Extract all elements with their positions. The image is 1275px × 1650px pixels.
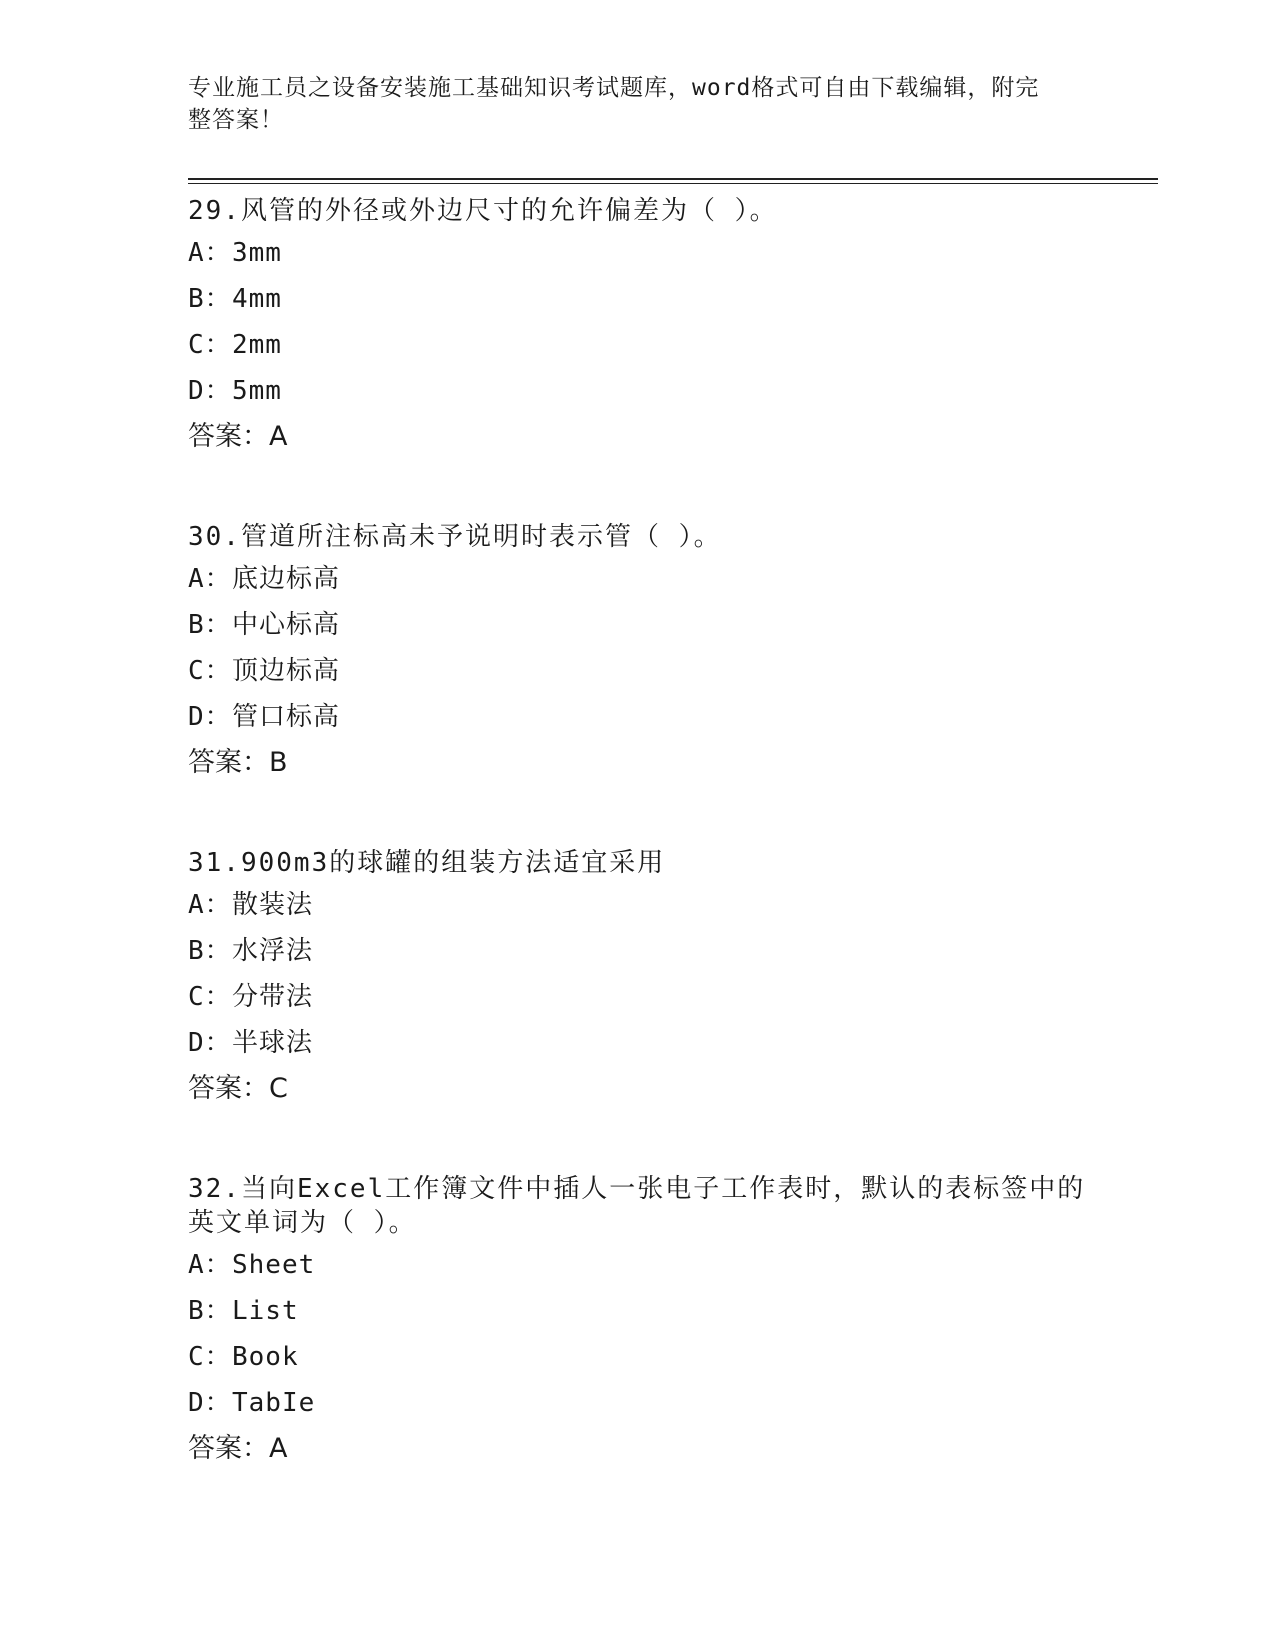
option-b [188, 934, 1088, 980]
question-title: 30.管道所注标高未予说明时表示管（ ）。 [188, 522, 722, 552]
header-divider-thin [188, 183, 1158, 184]
option-text: Sheet [232, 1250, 316, 1280]
document-header [188, 72, 1078, 136]
option-a [188, 888, 1088, 934]
option-text: List [232, 1296, 299, 1326]
option-key: D： [188, 1028, 232, 1058]
option-text: 5mm [232, 376, 282, 406]
question-30 [188, 516, 1088, 786]
option-text: 水浮法 [232, 936, 314, 966]
answer: 答案：A [188, 421, 288, 452]
question-list [188, 190, 1088, 1528]
option-b [188, 608, 1088, 654]
option-text: 顶边标高 [232, 656, 341, 686]
option-key: C： [188, 330, 232, 360]
option-c [188, 980, 1088, 1026]
question-31 [188, 842, 1088, 1112]
header-divider-thick [188, 178, 1158, 180]
option-b [188, 282, 1088, 328]
option-text: 管口标高 [232, 702, 341, 732]
option-key: C： [188, 656, 232, 686]
option-key: D： [188, 376, 232, 406]
option-text: 2mm [232, 330, 282, 360]
option-key: A： [188, 238, 232, 268]
option-a [188, 1248, 1088, 1294]
option-key: C： [188, 1342, 232, 1372]
option-key: D： [188, 1388, 232, 1418]
option-key: B： [188, 936, 232, 966]
option-text: 底边标高 [232, 564, 341, 594]
option-d [188, 1026, 1088, 1072]
option-key: A： [188, 564, 232, 594]
answer: 答案：C [188, 1073, 288, 1104]
option-text: Book [232, 1342, 299, 1372]
option-key: B： [188, 1296, 232, 1326]
header-line-2: 整答案！ [188, 107, 284, 133]
option-text: 3mm [232, 238, 282, 268]
option-d [188, 1386, 1088, 1432]
option-d [188, 700, 1088, 746]
option-text: 4mm [232, 284, 282, 314]
option-c [188, 328, 1088, 374]
option-text: 散装法 [232, 890, 314, 920]
option-key: C： [188, 982, 232, 1012]
option-text: 半球法 [232, 1028, 314, 1058]
question-32 [188, 1168, 1088, 1472]
option-key: B： [188, 610, 232, 640]
option-b [188, 1294, 1088, 1340]
option-key: B： [188, 284, 232, 314]
option-c [188, 654, 1088, 700]
question-title: 32.当向Excel工作簿文件中插人一张电子工作表时，默认的表标签中的英文单词为（ ）。 [188, 1174, 1086, 1238]
option-key: A： [188, 890, 232, 920]
option-key: A： [188, 1250, 232, 1280]
question-title: 31.900m3的球罐的组装方法适宜采用 [188, 848, 666, 878]
option-key: D： [188, 702, 232, 732]
option-a [188, 236, 1088, 282]
option-text: 分带法 [232, 982, 314, 1012]
option-text: 中心标高 [232, 610, 341, 640]
answer: 答案：A [188, 1433, 288, 1464]
option-text: TabIe [232, 1388, 316, 1418]
option-c [188, 1340, 1088, 1386]
question-29 [188, 190, 1088, 460]
header-line-1: 专业施工员之设备安装施工基础知识考试题库，word格式可自由下载编辑，附完 [188, 75, 1040, 101]
answer: 答案：B [188, 747, 288, 778]
option-d [188, 374, 1088, 420]
option-a [188, 562, 1088, 608]
question-title: 29.风管的外径或外边尺寸的允许偏差为（ ）。 [188, 196, 778, 226]
